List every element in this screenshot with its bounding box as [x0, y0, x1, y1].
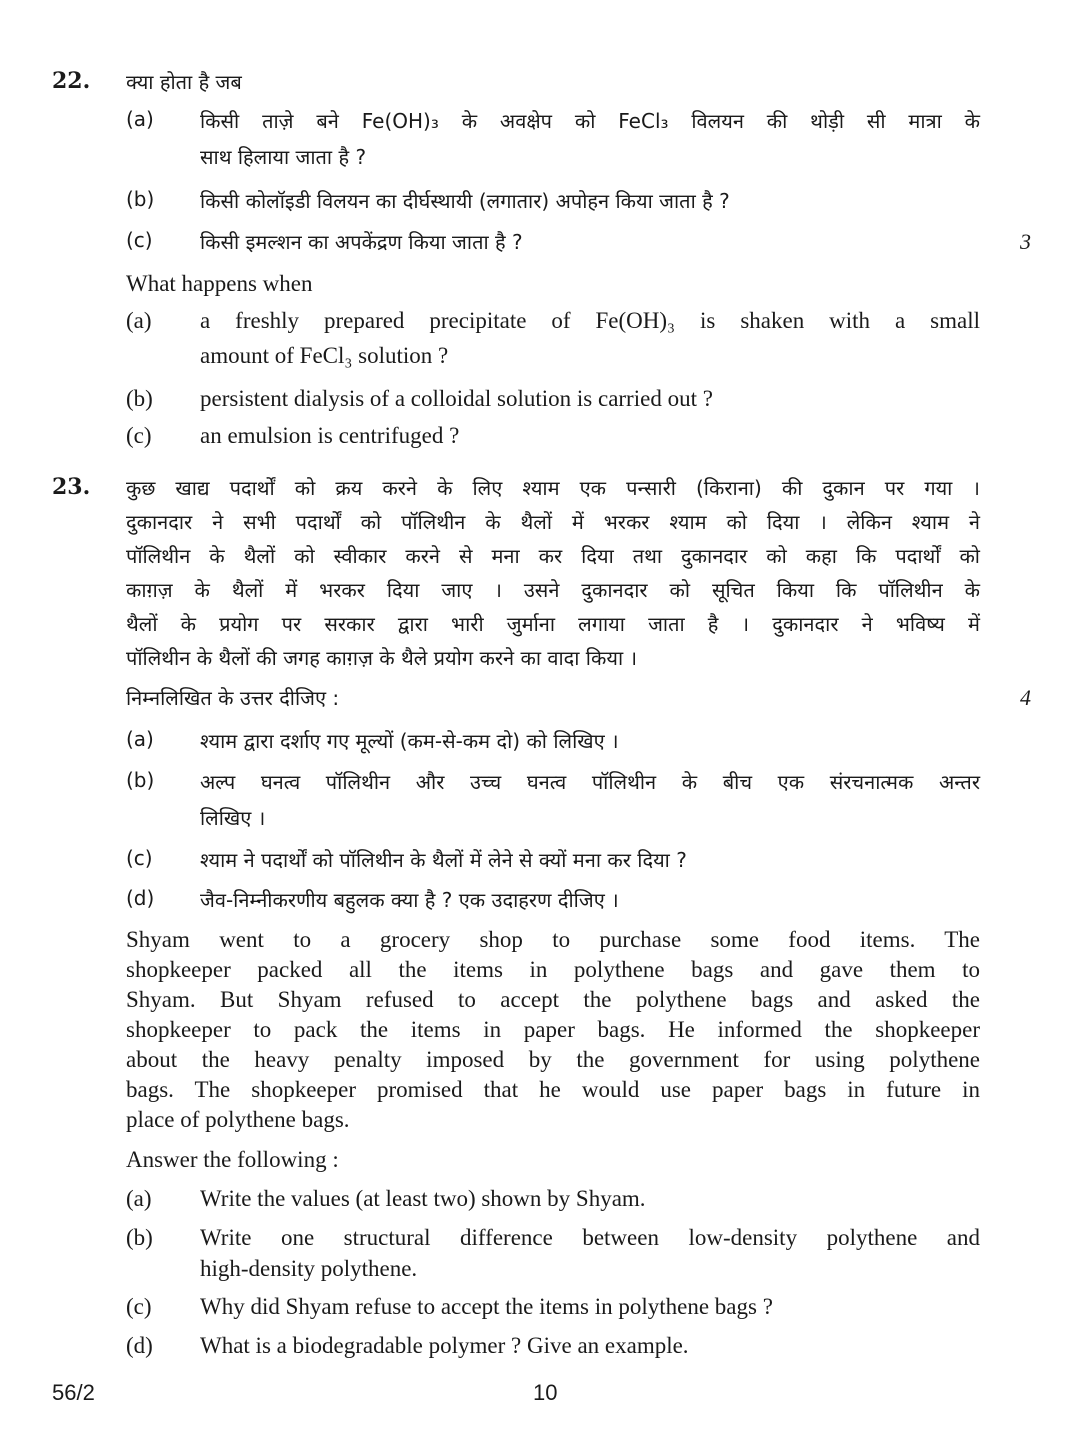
q23-english-label-c: (c) [126, 1294, 152, 1319]
q23-hindi-passage-line: पॉलिथीन के थैलों को स्वीकार करने से मना कर दिया तथा दुकानदार को कहा कि पदार्थों को [126, 544, 980, 568]
q22-english-label-c: (c) [126, 423, 152, 448]
q23-hindi-passage-line: थैलों के प्रयोग पर सरकार द्वारा भारी जुर्माना लगाया जाता है । दुकानदार ने भविष्य में [126, 612, 980, 636]
q22-hindi-part-c: किसी इमल्शन का अपकेंद्रण किया जाता है ? [200, 230, 523, 254]
q23-hindi-passage-line: पॉलिथीन के थैलों की जगह काग़ज़ के थैले प्रयोग करने का वादा किया । [126, 646, 638, 670]
q23-hindi-label-c: (c) [126, 846, 153, 870]
q23-english-label-b: (b) [126, 1225, 153, 1250]
q23-english-part-b-line2: high-density polythene. [200, 1256, 418, 1281]
q22-hindi-label-a: (a) [126, 107, 154, 131]
paper-code: 56/2 [52, 1380, 95, 1405]
q22-english-part-a-line2: amount of FeCl₃ solution ? [200, 343, 449, 368]
q23-english-instruction: Answer the following : [126, 1147, 339, 1172]
q22-english-label-b: (b) [126, 386, 153, 411]
q23-english-passage-line: shopkeeper to pack the items in paper bags. He informed the shopkeeper [126, 1017, 980, 1042]
q23-english-part-a: Write the values (at least two) shown by Shyam. [200, 1186, 646, 1211]
q23-hindi-label-b: (b) [126, 768, 155, 792]
q23-hindi-part-b-line2: लिखिए । [200, 806, 266, 830]
q23-english-part-d: What is a biodegradable polymer ? Give an example. [200, 1333, 689, 1358]
q23-english-passage-line: about the heavy penalty imposed by the government for using polythene [126, 1047, 980, 1072]
q23-english-label-d: (d) [126, 1333, 153, 1358]
q23-hindi-passage-line: काग़ज़ के थैलों में भरकर दिया जाए । उसने दुकानदार को सूचित किया कि पॉलिथीन के [126, 578, 980, 602]
q22-hindi-part-a-line1: किसी ताज़े बने Fe(OH)₃ के अवक्षेप को FeCl₃ विलयन की थोड़ी सी मात्रा के [200, 109, 980, 133]
q22-marks: 3 [1020, 229, 1031, 254]
q23-hindi-passage-line: कुछ खाद्य पदार्थों को क्रय करने के लिए श्याम एक पन्सारी (किराना) की दुकान पर गया । [126, 476, 980, 500]
q22-hindi-label-b: (b) [126, 187, 155, 211]
q22-english-part-a-line1: a freshly prepared precipitate of Fe(OH)₃ is shaken with a small [200, 308, 980, 333]
q23-english-passage-line: Shyam. But Shyam refused to accept the polythene bags and asked the [126, 987, 980, 1012]
page-number: 10 [533, 1380, 558, 1405]
q23-hindi-label-d: (d) [126, 886, 155, 910]
q23-hindi-part-c: श्याम ने पदार्थों को पॉलिथीन के थैलों में लेने से क्यों मना कर दिया ? [200, 848, 687, 872]
q23-hindi-instruction: निम्नलिखित के उत्तर दीजिए : [126, 686, 340, 710]
q23-hindi-part-a: श्याम द्वारा दर्शाए गए मूल्यों (कम-से-कम दो) को लिखिए । [200, 729, 619, 753]
question-number-23: 23. [52, 474, 91, 500]
q23-hindi-label-a: (a) [126, 727, 154, 751]
q23-english-passage-line: Shyam went to a grocery shop to purchase some food items. The [126, 927, 980, 952]
q23-english-passage-line: place of polythene bags. [126, 1107, 350, 1132]
q22-hindi-part-a-line2: साथ हिलाया जाता है ? [200, 145, 367, 169]
q22-hindi-intro: क्या होता है जब [126, 70, 242, 94]
q22-english-part-c: an emulsion is centrifuged ? [200, 423, 460, 448]
q22-hindi-part-b: किसी कोलॉइडी विलयन का दीर्घस्थायी (लगातार) अपोहन किया जाता है ? [200, 189, 730, 213]
q22-hindi-label-c: (c) [126, 228, 153, 252]
question-number-22: 22. [52, 68, 91, 94]
q23-hindi-part-d: जैव-निम्नीकरणीय बहुलक क्या है ? एक उदाहरण दीजिए । [200, 888, 619, 912]
q23-english-label-a: (a) [126, 1186, 152, 1211]
q23-english-passage-line: bags. The shopkeeper promised that he would use paper bags in future in [126, 1077, 980, 1102]
q22-english-label-a: (a) [126, 308, 152, 333]
q23-english-passage-line: shopkeeper packed all the items in polythene bags and gave them to [126, 957, 980, 982]
q23-marks: 4 [1020, 685, 1031, 710]
q22-english-part-b: persistent dialysis of a colloidal solution is carried out ? [200, 386, 713, 411]
q23-hindi-part-b-line1: अल्प घनत्व पॉलिथीन और उच्च घनत्व पॉलिथीन के बीच एक संरचनात्मक अन्तर [200, 770, 980, 794]
q22-english-intro: What happens when [126, 271, 313, 296]
q23-english-part-b-line1: Write one structural difference between low-density polythene and [200, 1225, 980, 1250]
q23-hindi-passage-line: दुकानदार ने सभी पदार्थों को पॉलिथीन के थैलों में भरकर श्याम को दिया । लेकिन श्याम ने [126, 510, 980, 534]
q23-english-part-c: Why did Shyam refuse to accept the items in polythene bags ? [200, 1294, 773, 1319]
